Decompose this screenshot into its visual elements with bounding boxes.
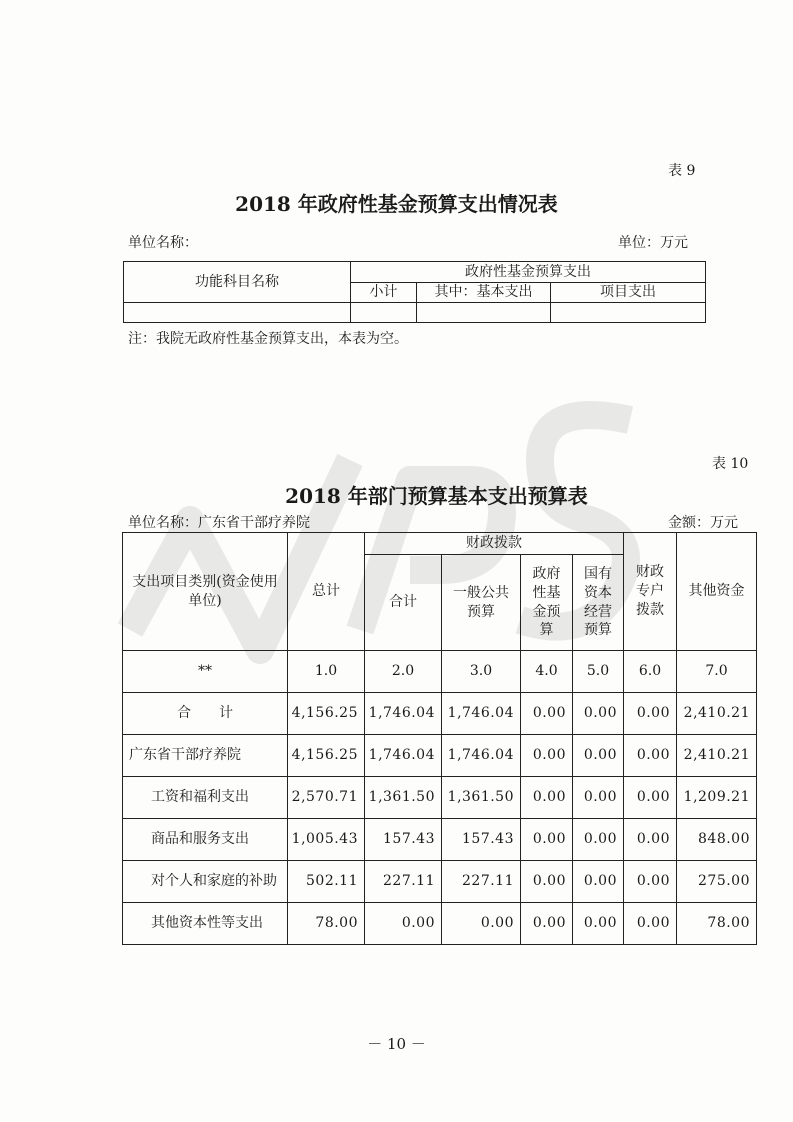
row-label: 其他资本性等支出 — [123, 903, 288, 945]
cell-special: 0.00 — [624, 819, 677, 861]
table9-header-project: 项目支出 — [551, 283, 706, 303]
table9-empty-cell — [417, 303, 551, 323]
cell-general: 1,361.50 — [442, 777, 521, 819]
cell-gov-fund: 0.00 — [521, 861, 573, 903]
table10 — [122, 532, 757, 945]
cell-sum: 0.00 — [365, 903, 442, 945]
table9-header-subtotal: 小计 — [351, 283, 417, 303]
table10-title: 2018 年部门预算基本支出预算表 — [285, 484, 588, 508]
table-row — [123, 651, 757, 693]
table9-header-group: 政府性基金预算支出 — [351, 262, 706, 283]
cell-sum: 2.0 — [365, 651, 442, 693]
table9-note: 注：我院无政府性基金预算支出，本表为空。 — [128, 331, 408, 347]
row-label: 工资和福利支出 — [123, 777, 288, 819]
table9-header-basic: 其中：基本支出 — [417, 283, 551, 303]
table9-empty-cell — [124, 303, 351, 323]
header-fiscal: 财政拨款 — [365, 533, 624, 555]
row-label: ** — [123, 651, 288, 693]
cell-state-capital: 0.00 — [573, 861, 624, 903]
cell-state-capital: 5.0 — [573, 651, 624, 693]
table9-unit: 单位：万元 — [618, 235, 688, 251]
header-sum: 合计 — [365, 555, 442, 651]
cell-sum: 157.43 — [365, 819, 442, 861]
cell-general: 3.0 — [442, 651, 521, 693]
table9-unit-name: 单位名称： — [128, 235, 198, 251]
cell-total: 1,005.43 — [288, 819, 365, 861]
header-total: 总计 — [288, 533, 365, 651]
header-special-label: 财政专户拨款 — [636, 564, 664, 618]
header-category-label: 支出项目类别(资金使用单位) — [132, 573, 278, 609]
row-label: 对个人和家庭的补助 — [123, 861, 288, 903]
table-row — [123, 777, 757, 819]
cell-other: 1,209.21 — [677, 777, 757, 819]
page-number: － 10 － — [367, 1035, 426, 1053]
cell-special: 6.0 — [624, 651, 677, 693]
row-label: 合 计 — [123, 693, 288, 735]
cell-sum: 227.11 — [365, 861, 442, 903]
cell-special: 0.00 — [624, 903, 677, 945]
cell-gov-fund: 0.00 — [521, 777, 573, 819]
cell-other: 78.00 — [677, 903, 757, 945]
cell-other: 848.00 — [677, 819, 757, 861]
table9-header-func: 功能科目名称 — [124, 262, 351, 303]
cell-special: 0.00 — [624, 861, 677, 903]
cell-special: 0.00 — [624, 777, 677, 819]
cell-other: 2,410.21 — [677, 735, 757, 777]
table10-tag: 表 10 — [712, 456, 749, 472]
table10-amount-unit: 金额：万元 — [668, 515, 738, 531]
cell-sum: 1,746.04 — [365, 693, 442, 735]
cell-gov-fund: 0.00 — [521, 693, 573, 735]
table9-tag: 表 9 — [668, 163, 696, 179]
table-row — [123, 735, 757, 777]
cell-sum: 1,746.04 — [365, 735, 442, 777]
cell-state-capital: 0.00 — [573, 819, 624, 861]
table-row — [123, 693, 757, 735]
header-special — [624, 533, 677, 651]
cell-total: 4,156.25 — [288, 735, 365, 777]
cell-general: 227.11 — [442, 861, 521, 903]
header-general — [442, 555, 521, 651]
table9-empty-cell — [351, 303, 417, 323]
table9-empty-cell — [551, 303, 706, 323]
header-category — [123, 533, 288, 651]
cell-total: 502.11 — [288, 861, 365, 903]
table-row — [123, 903, 757, 945]
cell-state-capital: 0.00 — [573, 735, 624, 777]
cell-state-capital: 0.00 — [573, 903, 624, 945]
cell-sum: 1,361.50 — [365, 777, 442, 819]
cell-state-capital: 0.00 — [573, 777, 624, 819]
header-gov-fund — [521, 555, 573, 651]
table9 — [123, 261, 706, 323]
table-row — [123, 819, 757, 861]
header-state-capital-label: 国有资本经营预算 — [584, 565, 612, 639]
table9-title: 2018 年政府性基金预算支出情况表 — [235, 192, 558, 216]
cell-general: 157.43 — [442, 819, 521, 861]
cell-gov-fund: 0.00 — [521, 735, 573, 777]
cell-state-capital: 0.00 — [573, 693, 624, 735]
cell-special: 0.00 — [624, 693, 677, 735]
cell-gov-fund: 0.00 — [521, 819, 573, 861]
cell-general: 1,746.04 — [442, 735, 521, 777]
cell-general: 0.00 — [442, 903, 521, 945]
table-row — [123, 861, 757, 903]
cell-total: 2,570.71 — [288, 777, 365, 819]
cell-special: 0.00 — [624, 735, 677, 777]
header-gov-fund-label: 政府性基金预算 — [532, 565, 561, 639]
row-label: 广东省干部疗养院 — [123, 735, 288, 777]
cell-total: 4,156.25 — [288, 693, 365, 735]
row-label: 商品和服务支出 — [123, 819, 288, 861]
cell-other: 2,410.21 — [677, 693, 757, 735]
cell-other: 7.0 — [677, 651, 757, 693]
table10-unit-name: 单位名称：广东省干部疗养院 — [128, 515, 310, 531]
cell-gov-fund: 0.00 — [521, 903, 573, 945]
header-other: 其他资金 — [677, 533, 757, 651]
cell-other: 275.00 — [677, 861, 757, 903]
header-state-capital — [573, 555, 624, 651]
cell-general: 1,746.04 — [442, 693, 521, 735]
cell-gov-fund: 4.0 — [521, 651, 573, 693]
header-general-label: 一般公共预算 — [453, 584, 509, 620]
cell-total: 1.0 — [288, 651, 365, 693]
cell-total: 78.00 — [288, 903, 365, 945]
